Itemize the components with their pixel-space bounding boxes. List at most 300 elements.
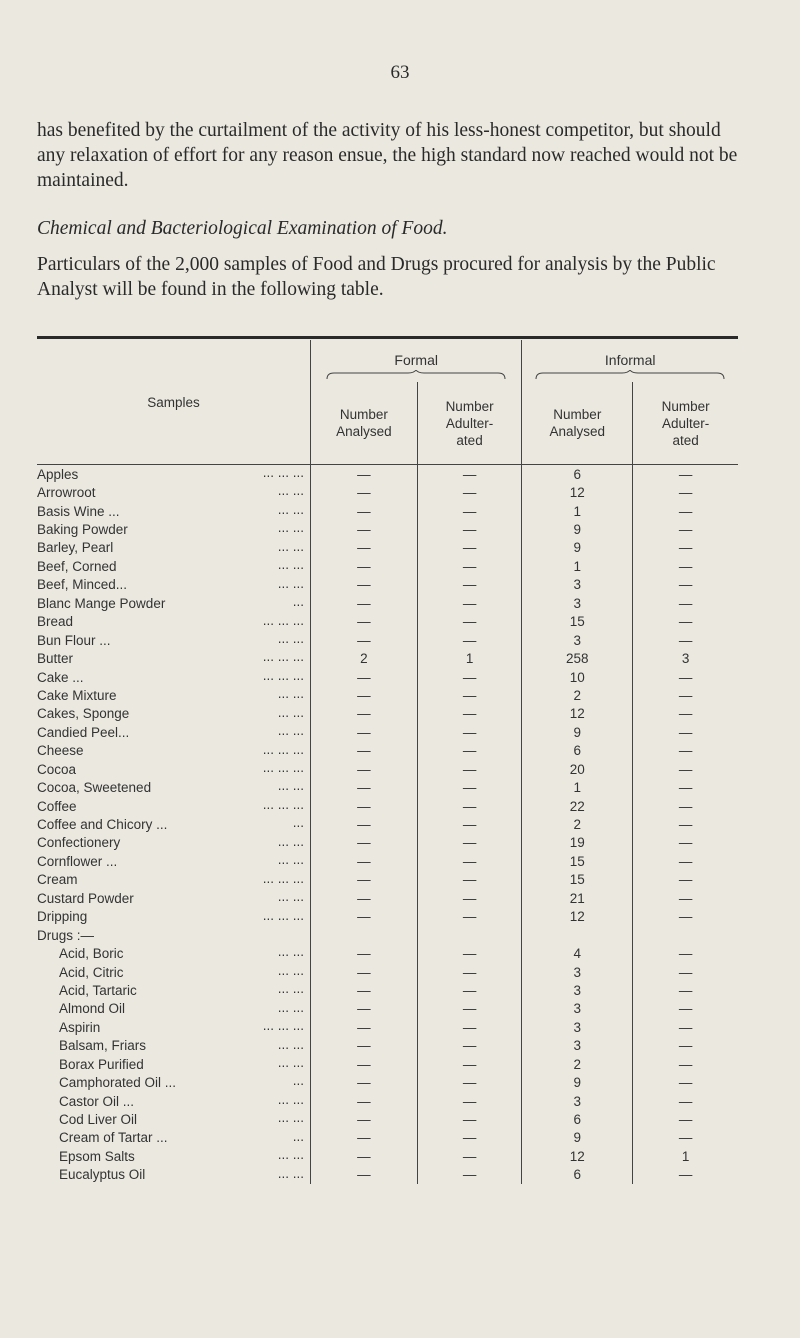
sample-name: Acid, Boric <box>37 946 128 961</box>
formal-analysed-cell: — <box>310 981 417 999</box>
informal-adulterated-cell: — <box>678 890 693 906</box>
informal-analysed-cell: 1 <box>522 502 633 520</box>
table-row <box>37 668 738 686</box>
informal-analysed-cell: 9 <box>522 723 633 741</box>
leader-dots: ... ... <box>277 999 304 1015</box>
samples-header: Samples <box>37 340 310 465</box>
leader-dots: ... ... <box>277 1165 304 1181</box>
sample-name: Cake Mixture <box>37 688 121 703</box>
sample-name-cell <box>37 483 310 501</box>
formal-adulterated-cell: — <box>417 668 522 686</box>
table-row <box>37 686 738 704</box>
leader-dots: ... ... <box>277 557 304 573</box>
formal-analysed-cell: — <box>310 465 417 484</box>
informal-adulterated-cell: — <box>678 614 693 630</box>
table-row <box>37 908 738 926</box>
leader-dots: ... ... <box>277 630 304 646</box>
informal-adulterated-cell: — <box>678 909 693 925</box>
formal-adulterated-cell: — <box>417 502 522 520</box>
sample-name: Beef, Minced... <box>37 577 131 592</box>
formal-analysed-cell: — <box>310 483 417 501</box>
informal-analysed-cell: 12 <box>522 908 633 926</box>
leader-dots: ... ... <box>277 686 304 702</box>
sample-name-cell <box>37 1092 310 1110</box>
sample-name-cell <box>37 742 310 760</box>
table-row <box>37 871 738 889</box>
sample-name: Coffee and Chicory ... <box>37 817 171 832</box>
sample-name: Apples <box>37 467 82 482</box>
informal-analysed-cell: 15 <box>522 613 633 631</box>
leader-dots: ... <box>292 815 304 831</box>
sample-name: Baking Powder <box>37 522 132 537</box>
formal-analysed-cell: — <box>310 668 417 686</box>
informal-adulterated-cell: — <box>678 577 693 593</box>
informal-adulterated-cell: — <box>678 817 693 833</box>
formal-analysed-cell <box>310 926 417 944</box>
leader-dots: ... ... <box>277 1055 304 1070</box>
formal-brace-icon <box>326 370 506 380</box>
leader-dots: ... ... <box>277 944 304 960</box>
formal-analysed-cell: — <box>310 686 417 704</box>
formal-analysed-cell: — <box>310 723 417 741</box>
formal-analysed-cell: — <box>310 1073 417 1091</box>
leader-dots: ... ... <box>277 778 304 794</box>
sample-name-cell <box>37 1129 310 1147</box>
sample-name: Cream of Tartar ... <box>37 1130 172 1145</box>
table-row <box>37 539 738 557</box>
formal-adulterated-cell: — <box>417 778 522 796</box>
informal-adulterated-cell: — <box>678 466 693 482</box>
formal-adulterated-cell: — <box>417 576 522 594</box>
sample-name: Almond Oil <box>37 1001 129 1016</box>
table-row <box>37 797 738 815</box>
informal-header-label: Informal <box>604 352 656 368</box>
informal-adulterated-cell: — <box>678 522 693 538</box>
table-row <box>37 483 738 501</box>
sample-name: Dripping <box>37 909 91 924</box>
leader-dots: ... ... <box>277 483 304 499</box>
sample-name: Cocoa <box>37 762 80 777</box>
table-row <box>37 981 738 999</box>
sample-name-cell <box>37 1000 310 1018</box>
formal-adulterated-cell: — <box>417 1055 522 1073</box>
sample-name: Arrowroot <box>37 485 100 500</box>
formal-adulterated-cell: — <box>417 760 522 778</box>
formal-adulterated-cell: — <box>417 889 522 907</box>
formal-adulterated-cell <box>417 926 522 944</box>
informal-analysed-cell: 1 <box>522 778 633 796</box>
informal-adulterated-cell: — <box>678 1130 693 1146</box>
informal-analysed-cell: 22 <box>522 797 633 815</box>
informal-analysed-cell: 9 <box>522 539 633 557</box>
formal-adulterated-cell: — <box>417 1129 522 1147</box>
formal-adulterated-cell: — <box>417 465 522 484</box>
sample-name: Acid, Citric <box>37 965 128 980</box>
table-row <box>37 613 738 631</box>
formal-analysed-cell: — <box>310 705 417 723</box>
sample-name-cell <box>37 760 310 778</box>
formal-analysed-cell: — <box>310 963 417 981</box>
sample-name: Acid, Tartaric <box>37 983 141 998</box>
formal-adulterated-cell: — <box>417 908 522 926</box>
informal-analysed-cell: 20 <box>522 760 633 778</box>
formal-adulterated-cell: — <box>417 1147 522 1165</box>
leader-dots: ... ... ... <box>262 649 304 665</box>
leader-dots: ... ... <box>277 1147 304 1163</box>
leader-dots: ... ... ... <box>262 465 304 480</box>
formal-header-label: Formal <box>394 352 438 368</box>
formal-adulterated-cell: — <box>417 815 522 833</box>
page-number: 63 <box>390 62 410 83</box>
table-row <box>37 852 738 870</box>
table-row <box>37 520 738 538</box>
formal-analysed-cell: — <box>310 1037 417 1055</box>
informal-analysed-cell: 3 <box>522 1000 633 1018</box>
sample-name-cell <box>37 1166 310 1184</box>
informal-adulterated-header: Number Adulter- ated <box>633 382 738 465</box>
formal-adulterated-cell: — <box>417 1092 522 1110</box>
table-row <box>37 557 738 575</box>
leader-dots: ... ... <box>277 1036 304 1052</box>
sample-name-cell <box>37 871 310 889</box>
sample-name-cell <box>37 908 310 926</box>
informal-adulterated-cell: — <box>678 964 693 980</box>
informal-adulterated-cell: — <box>678 780 693 796</box>
informal-analysed-cell: 2 <box>522 686 633 704</box>
informal-analysed-cell: 3 <box>522 1092 633 1110</box>
formal-adulterated-cell: — <box>417 852 522 870</box>
formal-analysed-cell: — <box>310 1110 417 1128</box>
informal-analysed-cell: 19 <box>522 834 633 852</box>
informal-analysed-cell: 9 <box>522 520 633 538</box>
section-heading: Chemical and Bacteriological Examination of Food. <box>37 218 448 239</box>
formal-analysed-cell: — <box>310 1147 417 1165</box>
formal-adulterated-cell: — <box>417 1110 522 1128</box>
sample-name: Blanc Mange Powder <box>37 596 169 611</box>
informal-analysed-cell: 21 <box>522 889 633 907</box>
sample-name-cell <box>37 852 310 870</box>
formal-adulterated-cell: — <box>417 631 522 649</box>
sample-name: Confectionery <box>37 835 124 850</box>
formal-analysed-cell: — <box>310 1092 417 1110</box>
formal-adulterated-cell: — <box>417 963 522 981</box>
sample-name-cell <box>37 465 310 484</box>
table-row <box>37 1166 738 1184</box>
sample-name: Cream <box>37 872 82 887</box>
table-row <box>37 944 738 962</box>
informal-analysed-cell: 12 <box>522 705 633 723</box>
sample-name: Bread <box>37 614 77 629</box>
sample-name: Cod Liver Oil <box>37 1112 141 1127</box>
informal-analysed-cell: 12 <box>522 483 633 501</box>
table-row <box>37 1000 738 1018</box>
informal-adulterated-cell: — <box>678 706 693 722</box>
sample-name-cell <box>37 686 310 704</box>
informal-adulterated-cell: — <box>678 1038 693 1054</box>
formal-analysed-cell: — <box>310 613 417 631</box>
sample-name: Drugs :— <box>37 928 98 943</box>
sample-name-cell <box>37 834 310 852</box>
table-row <box>37 1018 738 1036</box>
sample-name: Coffee <box>37 799 81 814</box>
table-row <box>37 1037 738 1055</box>
informal-analysed-cell: 9 <box>522 1129 633 1147</box>
sample-name-cell <box>37 557 310 575</box>
informal-analysed-cell: 3 <box>522 576 633 594</box>
intro-paragraph: has benefited by the curtailment of the activity of his less-honest competitor, but should any relaxation of effort for any reason ensue, the high standard now reached would not be maintained. <box>37 120 738 191</box>
table-row <box>37 1073 738 1091</box>
leader-dots: ... ... <box>277 1110 304 1126</box>
sample-name-cell <box>37 1055 310 1073</box>
sample-name: Eucalyptus Oil <box>37 1167 149 1182</box>
sample-name: Butter <box>37 651 77 666</box>
formal-adulterated-cell: — <box>417 1000 522 1018</box>
formal-analysed-cell: 2 <box>310 649 417 667</box>
informal-adulterated-cell: — <box>678 503 693 519</box>
informal-adulterated-cell: — <box>678 595 693 611</box>
formal-adulterated-cell: — <box>417 797 522 815</box>
sample-name-cell <box>37 815 310 833</box>
leader-dots: ... ... ... <box>262 741 304 757</box>
sample-name: Aspirin <box>37 1020 104 1035</box>
sample-name: Beef, Corned <box>37 559 121 574</box>
informal-analysed-cell: 3 <box>522 981 633 999</box>
sample-name-cell <box>37 944 310 962</box>
formal-analysed-cell: — <box>310 520 417 538</box>
sample-name-cell <box>37 613 310 631</box>
formal-adulterated-cell: — <box>417 871 522 889</box>
sample-name: Epsom Salts <box>37 1149 139 1164</box>
formal-adulterated-cell: — <box>417 1037 522 1055</box>
formal-adulterated-cell: — <box>417 723 522 741</box>
leader-dots: ... <box>292 1128 304 1144</box>
table-row <box>37 834 738 852</box>
formal-adulterated-cell: 1 <box>417 649 522 667</box>
table-row <box>37 1110 738 1128</box>
table-row <box>37 742 738 760</box>
sample-name-cell <box>37 594 310 612</box>
formal-analysed-cell: — <box>310 557 417 575</box>
formal-analysed-cell: — <box>310 852 417 870</box>
formal-analysed-cell: — <box>310 1018 417 1036</box>
formal-analysed-cell: — <box>310 889 417 907</box>
table-row <box>37 815 738 833</box>
formal-analysed-cell: — <box>310 502 417 520</box>
informal-analysed-cell: 4 <box>522 944 633 962</box>
informal-adulterated-cell: — <box>678 761 693 777</box>
sample-name-cell <box>37 668 310 686</box>
informal-analysed-cell: 2 <box>522 815 633 833</box>
informal-brace-icon <box>535 370 725 380</box>
sample-name-cell <box>37 778 310 796</box>
formal-analysed-cell: — <box>310 1129 417 1147</box>
sample-name-cell <box>37 1147 310 1165</box>
table-row <box>37 778 738 796</box>
leader-dots: ... ... ... <box>262 907 304 923</box>
formal-analysed-header: Number Analysed <box>310 382 417 465</box>
table-row <box>37 631 738 649</box>
sample-name: Cake ... <box>37 670 88 685</box>
informal-adulterated-cell: — <box>678 1093 693 1109</box>
leader-dots: ... ... <box>277 981 304 997</box>
formal-analysed-cell: — <box>310 797 417 815</box>
formal-adulterated-cell: — <box>417 539 522 557</box>
sample-name: Cakes, Sponge <box>37 706 133 721</box>
sample-name-cell <box>37 576 310 594</box>
formal-analysed-cell: — <box>310 834 417 852</box>
formal-adulterated-cell: — <box>417 613 522 631</box>
sample-name-cell <box>37 649 310 667</box>
formal-analysed-cell: — <box>310 1166 417 1184</box>
informal-analysed-header: Number Analysed <box>522 382 633 465</box>
formal-analysed-cell: — <box>310 576 417 594</box>
informal-analysed-cell: 3 <box>522 594 633 612</box>
informal-adulterated-cell: — <box>678 853 693 869</box>
formal-analysed-cell: — <box>310 742 417 760</box>
sample-name-cell <box>37 1037 310 1055</box>
informal-analysed-cell: 3 <box>522 1018 633 1036</box>
formal-analysed-cell: — <box>310 1000 417 1018</box>
table-top-rule <box>37 336 738 339</box>
sample-name: Cheese <box>37 743 88 758</box>
formal-adulterated-cell: — <box>417 705 522 723</box>
leader-dots: ... <box>292 594 304 610</box>
table-row <box>37 926 738 944</box>
formal-adulterated-cell: — <box>417 1018 522 1036</box>
informal-analysed-cell: 6 <box>522 1166 633 1184</box>
informal-analysed-cell: 258 <box>522 649 633 667</box>
leader-dots: ... ... ... <box>262 760 304 775</box>
table-row <box>37 889 738 907</box>
formal-analysed-cell: — <box>310 908 417 926</box>
sample-name: Balsam, Friars <box>37 1038 150 1053</box>
informal-adulterated-cell: — <box>678 982 693 998</box>
informal-adulterated-cell: — <box>678 669 693 685</box>
sample-name-cell <box>37 1018 310 1036</box>
informal-adulterated-cell: 3 <box>681 651 690 667</box>
informal-analysed-cell: 10 <box>522 668 633 686</box>
informal-adulterated-cell: — <box>678 1112 693 1128</box>
informal-adulterated-cell: — <box>678 632 693 648</box>
formal-adulterated-header: Number Adulter- ated <box>417 382 522 465</box>
formal-header <box>310 340 521 382</box>
informal-adulterated-cell: — <box>678 1056 693 1072</box>
leader-dots: ... ... <box>277 889 304 905</box>
sample-name-cell <box>37 926 310 944</box>
formal-adulterated-cell: — <box>417 1166 522 1184</box>
formal-analysed-cell: — <box>310 778 417 796</box>
sample-name-cell <box>37 539 310 557</box>
leader-dots: ... ... <box>277 852 304 868</box>
informal-analysed-cell: 1 <box>522 557 633 575</box>
informal-header <box>522 340 738 382</box>
formal-analysed-cell: — <box>310 539 417 557</box>
formal-adulterated-cell: — <box>417 557 522 575</box>
sample-name-cell <box>37 631 310 649</box>
leader-dots: ... ... <box>277 1091 304 1107</box>
table-row <box>37 576 738 594</box>
table-row <box>37 963 738 981</box>
table-row <box>37 502 738 520</box>
sample-name-cell <box>37 723 310 741</box>
sample-name: Cocoa, Sweetened <box>37 780 155 795</box>
leader-dots: ... <box>292 1073 304 1089</box>
informal-adulterated-cell: 1 <box>681 1148 690 1164</box>
leader-dots: ... ... ... <box>262 796 304 812</box>
informal-analysed-cell: 9 <box>522 1073 633 1091</box>
table-row <box>37 649 738 667</box>
informal-adulterated-cell: — <box>678 798 693 814</box>
informal-adulterated-cell: — <box>678 724 693 740</box>
leader-dots: ... ... ... <box>262 870 304 886</box>
informal-adulterated-cell: — <box>678 1167 693 1183</box>
informal-analysed-cell: 3 <box>522 963 633 981</box>
samples-table <box>37 340 738 1184</box>
leader-dots: ... ... ... <box>262 667 304 683</box>
informal-analysed-cell: 2 <box>522 1055 633 1073</box>
table-row <box>37 594 738 612</box>
informal-adulterated-cell: — <box>678 687 693 703</box>
formal-analysed-cell: — <box>310 815 417 833</box>
informal-adulterated-cell: — <box>678 540 693 556</box>
informal-adulterated-cell: — <box>678 1075 693 1091</box>
sample-name: Barley, Pearl <box>37 540 117 555</box>
leader-dots: ... ... <box>277 723 304 739</box>
informal-adulterated-cell: — <box>678 872 693 888</box>
formal-adulterated-cell: — <box>417 686 522 704</box>
informal-adulterated-cell: — <box>678 1001 693 1017</box>
sample-name-cell <box>37 981 310 999</box>
leader-dots: ... ... <box>277 501 304 517</box>
table-row <box>37 723 738 741</box>
table-row <box>37 1129 738 1147</box>
formal-analysed-cell: — <box>310 871 417 889</box>
informal-analysed-cell: 15 <box>522 871 633 889</box>
leader-dots: ... ... <box>277 833 304 849</box>
sample-name-cell <box>37 502 310 520</box>
leader-dots: ... ... ... <box>262 612 304 628</box>
sample-name: Candied Peel... <box>37 725 133 740</box>
informal-analysed-cell: 12 <box>522 1147 633 1165</box>
table-row <box>37 1055 738 1073</box>
sample-name-cell <box>37 520 310 538</box>
informal-analysed-cell: 3 <box>522 631 633 649</box>
leader-dots: ... ... <box>277 704 304 720</box>
informal-adulterated-cell: — <box>678 743 693 759</box>
formal-adulterated-cell: — <box>417 520 522 538</box>
leader-dots: ... ... <box>277 575 304 591</box>
table-row <box>37 1092 738 1110</box>
formal-adulterated-cell: — <box>417 981 522 999</box>
informal-adulterated-cell: — <box>678 835 693 851</box>
sample-name-cell <box>37 1110 310 1128</box>
sample-name: Custard Powder <box>37 891 138 906</box>
sample-name-cell <box>37 889 310 907</box>
sample-name: Borax Purified <box>37 1057 148 1072</box>
formal-analysed-cell: — <box>310 760 417 778</box>
formal-adulterated-cell: — <box>417 834 522 852</box>
informal-analysed-cell: 6 <box>522 1110 633 1128</box>
section-paragraph: Particulars of the 2,000 samples of Food and Drugs procured for analysis by the Public Analyst will be found in the following table. <box>37 254 716 300</box>
leader-dots: ... ... <box>277 520 304 536</box>
leader-dots: ... ... ... <box>262 1018 304 1034</box>
informal-analysed-cell: 3 <box>522 1037 633 1055</box>
formal-adulterated-cell: — <box>417 1073 522 1091</box>
leader-dots: ... ... <box>277 962 304 978</box>
table-body <box>37 465 738 1185</box>
table-row <box>37 1147 738 1165</box>
sample-name: Camphorated Oil ... <box>37 1075 180 1090</box>
